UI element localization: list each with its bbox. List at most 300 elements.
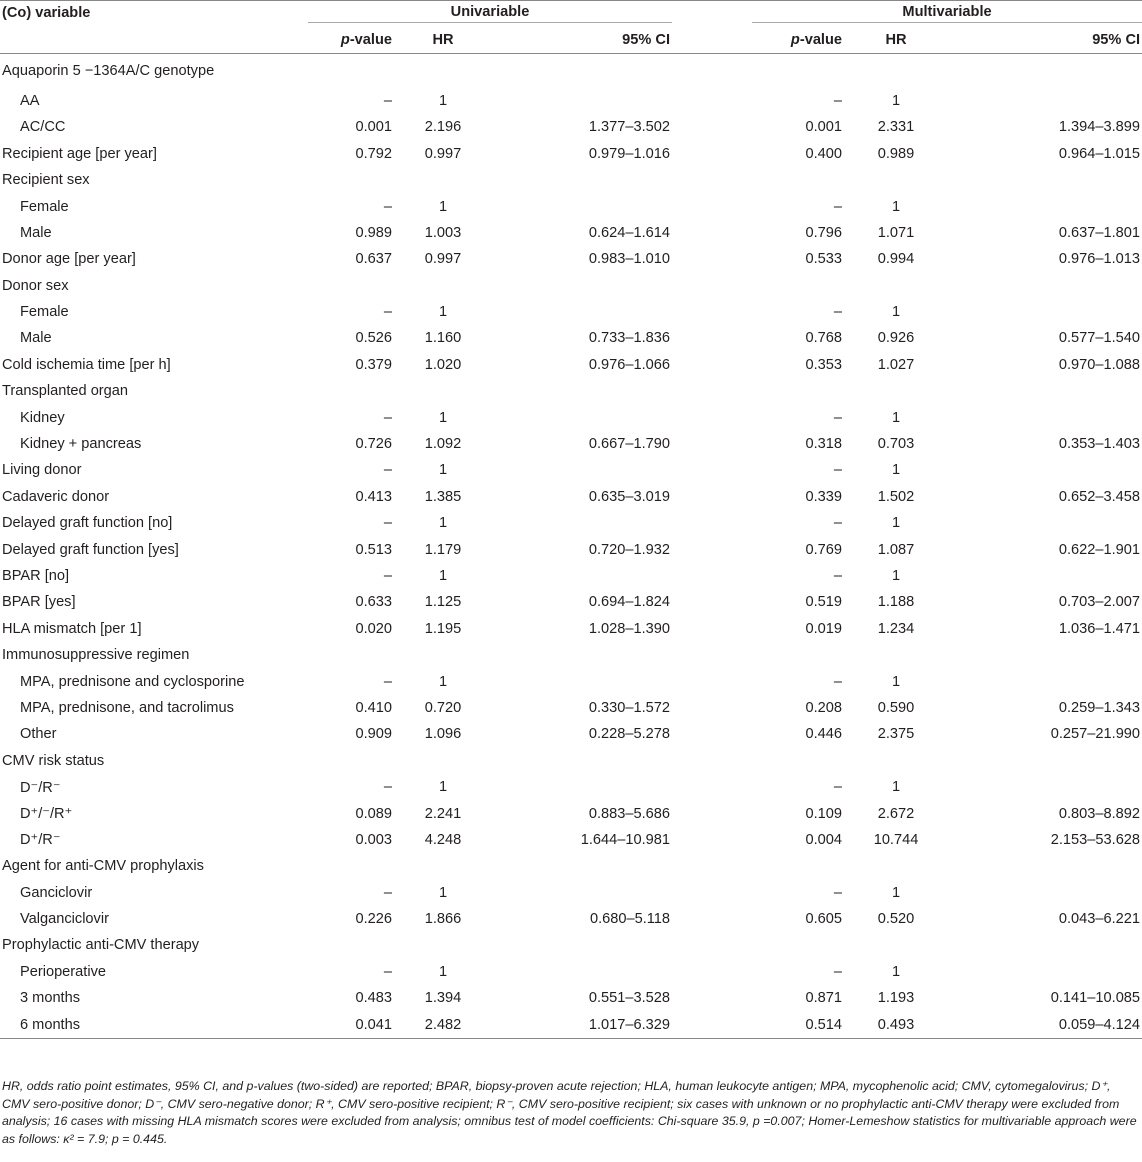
row-label: Aquaporin 5 −1364A/C genotype	[2, 62, 215, 79]
multivariable-p-value: –	[833, 673, 843, 690]
multivariable-p-header: p-value	[752, 26, 842, 53]
multivariable-header: Multivariable	[752, 4, 1142, 23]
multivariable-p-value: –	[833, 779, 843, 796]
univariable-hr: 1.394	[424, 990, 462, 1007]
multivariable-hr	[842, 378, 950, 404]
table-row	[0, 457, 1142, 483]
univariable-hr	[392, 748, 494, 774]
table-row	[0, 1011, 1142, 1038]
univariable-p-value: 0.379	[355, 356, 392, 373]
table-row	[0, 853, 1142, 879]
univariable-p-value	[308, 932, 392, 958]
row-label: Other	[20, 726, 57, 743]
row-label: Male	[20, 224, 52, 241]
univariable-p-value	[308, 853, 392, 879]
row-label: Transplanted organ	[2, 383, 129, 400]
table-row	[0, 404, 1142, 430]
univariable-p-value: 0.483	[355, 990, 392, 1007]
multivariable-p-value: 0.318	[805, 436, 843, 453]
multivariable-ci	[950, 378, 1142, 404]
table-footnote	[2, 1078, 1138, 1148]
multivariable-p-value: –	[833, 884, 843, 901]
multivariable-hr: 1	[891, 409, 901, 426]
multivariable-ci	[950, 404, 1142, 430]
univariable-p-value: 0.989	[355, 224, 392, 241]
univariable-hr: 0.997	[424, 251, 462, 268]
multivariable-hr: 2.331	[877, 119, 915, 136]
univariable-p-header: p-value	[308, 26, 392, 53]
univariable-ci	[494, 668, 672, 694]
multivariable-p-value: –	[833, 409, 843, 426]
univariable-hr: 1.385	[424, 488, 462, 505]
univariable-p-value: 0.513	[355, 541, 392, 558]
univariable-header: Univariable	[308, 4, 672, 23]
univariable-p-value: –	[383, 963, 392, 980]
univariable-p-value: –	[383, 515, 392, 532]
multivariable-p-value: 0.446	[805, 726, 843, 743]
multivariable-hr: 0.590	[877, 699, 915, 716]
multivariable-hr	[842, 642, 950, 668]
row-label: Delayed graft function [yes]	[2, 541, 179, 558]
table-row	[0, 220, 1142, 246]
table-row	[0, 299, 1142, 325]
univariable-hr: 1	[438, 568, 448, 584]
multivariable-p-value: 0.605	[805, 911, 843, 928]
univariable-p-value: –	[383, 92, 392, 109]
univariable-p-value	[308, 642, 392, 668]
univariable-p-value: –	[383, 673, 392, 690]
multivariable-ci	[950, 510, 1142, 536]
multivariable-ci: 0.259–1.343	[1058, 699, 1141, 716]
multivariable-hr-header: HR	[842, 26, 950, 53]
multivariable-hr: 1.071	[877, 224, 915, 241]
row-label: AA	[20, 92, 40, 109]
table-row	[0, 273, 1142, 299]
row-label: 6 months	[0, 1011, 308, 1038]
table-row	[0, 800, 1142, 826]
multivariable-p-value: 0.019	[805, 620, 843, 637]
multivariable-p-value: 0.339	[805, 488, 843, 505]
univariable-hr	[392, 853, 494, 879]
table-row	[0, 774, 1142, 800]
multivariable-p-value	[752, 53, 842, 88]
multivariable-p-value: 0.400	[805, 145, 843, 162]
multivariable-hr: 1.027	[877, 356, 915, 373]
table-row	[0, 589, 1142, 615]
table-row	[0, 431, 1142, 457]
univariable-p-value: –	[383, 884, 392, 901]
univariable-ci: 0.624–1.614	[588, 224, 671, 241]
univariable-ci: 0.694–1.824	[588, 594, 671, 611]
table-row	[0, 748, 1142, 774]
univariable-hr: 1	[438, 92, 448, 109]
table-row	[0, 114, 1142, 140]
univariable-ci	[494, 774, 672, 800]
univariable-p-value: –	[383, 409, 392, 426]
row-label: Donor sex	[2, 277, 69, 294]
multivariable-ci: 0.652–3.458	[1058, 488, 1141, 505]
row-label: Living donor	[2, 462, 82, 479]
table-row	[0, 959, 1142, 985]
multivariable-p-value	[752, 853, 842, 879]
univariable-p-value: –	[383, 568, 392, 584]
multivariable-ci: 0.353–1.403	[1058, 436, 1141, 453]
row-label: Delayed graft function [no]	[2, 515, 173, 532]
multivariable-p-value	[752, 167, 842, 193]
multivariable-hr	[842, 932, 950, 958]
univariable-hr: 1.179	[424, 541, 462, 558]
univariable-p-value: 0.633	[355, 594, 392, 611]
multivariable-p-value: –	[833, 92, 843, 109]
univariable-ci: 0.733–1.836	[588, 330, 671, 347]
univariable-hr: 1.160	[424, 330, 462, 347]
multivariable-hr: 1.087	[877, 541, 915, 558]
univariable-ci: 0.635–3.019	[588, 488, 671, 505]
table-row	[0, 325, 1142, 351]
multivariable-ci	[950, 457, 1142, 483]
univariable-ci: 0.720–1.932	[588, 541, 671, 558]
multivariable-ci: 2.153–53.628	[1050, 831, 1141, 848]
univariable-hr: 1	[438, 779, 448, 796]
univariable-hr: 1	[438, 409, 448, 426]
univariable-ci: 0.667–1.790	[588, 436, 671, 453]
table-row	[0, 642, 1142, 668]
univariable-hr: 1.020	[424, 356, 462, 373]
univariable-ci: 0.680–5.118	[589, 911, 671, 928]
table-row	[0, 695, 1142, 721]
univariable-ci-header: 95% CI	[494, 26, 672, 53]
table-row	[0, 932, 1142, 958]
multivariable-p-value: 0.353	[805, 356, 843, 373]
univariable-hr	[392, 378, 494, 404]
table-row	[0, 167, 1142, 193]
row-label: D⁻/R⁻	[20, 779, 61, 796]
univariable-ci	[494, 959, 672, 985]
table-row	[0, 906, 1142, 932]
multivariable-hr: 1	[891, 92, 901, 109]
multivariable-hr: 0.989	[877, 145, 915, 162]
univariable-hr: 0.997	[424, 145, 462, 162]
table-row	[0, 88, 1142, 114]
univariable-ci: 0.979–1.016	[588, 145, 671, 162]
row-label: HLA mismatch [per 1]	[2, 620, 142, 637]
row-label: CMV risk status	[2, 752, 105, 769]
univariable-ci	[494, 404, 672, 430]
multivariable-ci: 0.059–4.124	[950, 1011, 1142, 1038]
multivariable-ci	[950, 748, 1142, 774]
table-row	[0, 721, 1142, 747]
multivariable-p-value: 0.533	[805, 251, 843, 268]
multivariable-p-value: 0.208	[805, 699, 843, 716]
row-label: AC/CC	[20, 119, 66, 136]
table-row	[0, 53, 1142, 88]
univariable-p-value: 0.413	[355, 488, 392, 505]
row-label: Perioperative	[20, 963, 106, 980]
univariable-hr: 1	[438, 884, 448, 901]
table-row	[0, 668, 1142, 694]
multivariable-p-value: 0.519	[805, 594, 843, 611]
multivariable-p-value	[752, 932, 842, 958]
row-label: D⁺/⁻/R⁺	[20, 806, 73, 823]
multivariable-ci: 0.703–2.007	[1058, 594, 1141, 611]
univariable-ci: 1.028–1.390	[588, 620, 671, 637]
multivariable-p-value: –	[833, 515, 843, 532]
multivariable-ci	[950, 167, 1142, 193]
univariable-hr	[392, 932, 494, 958]
multivariable-ci: 0.257–21.990	[1050, 726, 1141, 743]
multivariable-p-value: 0.004	[805, 831, 843, 848]
multivariable-hr	[842, 273, 950, 299]
univariable-hr-header: HR	[392, 26, 494, 53]
multivariable-ci	[950, 959, 1142, 985]
multivariable-ci	[950, 53, 1142, 88]
univariable-hr: 1	[438, 304, 448, 321]
row-label: Agent for anti-CMV prophylaxis	[2, 858, 204, 875]
multivariable-hr: 1	[891, 884, 901, 901]
row-label: Cold ischemia time [per h]	[2, 356, 171, 373]
row-label: Female	[20, 304, 69, 321]
univariable-hr: 1.096	[424, 726, 462, 743]
univariable-ci	[494, 88, 672, 114]
univariable-hr: 1	[438, 673, 448, 690]
univariable-hr: 2.196	[424, 119, 462, 136]
univariable-ci	[494, 932, 672, 958]
multivariable-hr: 1.234	[877, 620, 915, 637]
multivariable-p-value: –	[833, 304, 843, 321]
univariable-p-value: 0.020	[355, 620, 392, 637]
row-label: Recipient age [per year]	[2, 145, 157, 162]
univariable-p-value: 0.226	[355, 911, 392, 928]
univariable-hr	[392, 53, 494, 88]
variable-header: (Co) variable	[2, 5, 91, 22]
row-label: Donor age [per year]	[2, 251, 136, 268]
univariable-p-value	[308, 378, 392, 404]
header-row-columns	[0, 26, 1142, 53]
univariable-p-value	[308, 53, 392, 88]
header-row-groups	[0, 0, 1142, 26]
univariable-p-value: 0.637	[355, 251, 392, 268]
table-row	[0, 193, 1142, 219]
row-label: Cadaveric donor	[2, 488, 110, 505]
multivariable-hr: 0.703	[877, 436, 915, 453]
multivariable-hr: 1.188	[877, 594, 915, 611]
univariable-hr: 0.720	[424, 699, 462, 716]
multivariable-hr: 1	[891, 304, 901, 321]
univariable-hr: 1.866	[424, 911, 462, 928]
multivariable-p-value: –	[833, 198, 843, 215]
row-label: MPA, prednisone, and tacrolimus	[20, 699, 234, 716]
multivariable-ci	[950, 853, 1142, 879]
multivariable-ci	[950, 932, 1142, 958]
multivariable-ci: 1.394–3.899	[1058, 119, 1141, 136]
multivariable-hr	[842, 53, 950, 88]
multivariable-p-value: 0.871	[805, 990, 843, 1007]
multivariable-ci	[950, 193, 1142, 219]
multivariable-hr: 1.502	[877, 488, 915, 505]
univariable-p-value: 0.792	[355, 145, 392, 162]
multivariable-ci-header: 95% CI	[950, 26, 1142, 53]
row-label: Female	[20, 198, 69, 215]
multivariable-p-value	[752, 378, 842, 404]
multivariable-p-value: 0.769	[805, 541, 843, 558]
multivariable-p-value: 0.796	[805, 224, 843, 241]
multivariable-ci: 0.970–1.088	[1058, 356, 1141, 373]
multivariable-ci	[950, 88, 1142, 114]
univariable-ci	[494, 167, 672, 193]
multivariable-hr: 2.375	[877, 726, 915, 743]
table-row	[0, 616, 1142, 642]
multivariable-p-value: 0.109	[805, 805, 843, 822]
univariable-ci	[494, 748, 672, 774]
multivariable-ci	[950, 642, 1142, 668]
univariable-ci: 0.228–5.278	[588, 726, 671, 743]
univariable-ci	[494, 299, 672, 325]
multivariable-p-value	[752, 273, 842, 299]
multivariable-ci: 0.803–8.892	[1058, 805, 1141, 822]
univariable-hr	[392, 642, 494, 668]
univariable-p-value: –	[383, 304, 392, 321]
univariable-ci: 0.330–1.572	[588, 699, 671, 716]
multivariable-ci: 0.577–1.540	[1058, 330, 1141, 347]
row-label: Immunosuppressive regimen	[2, 647, 190, 664]
univariable-ci: 0.551–3.528	[588, 990, 671, 1007]
univariable-hr: 1	[438, 515, 448, 532]
univariable-ci: 1.644–10.981	[580, 831, 671, 848]
table-row	[0, 484, 1142, 510]
univariable-hr: 4.248	[424, 831, 462, 848]
multivariable-p-value: 0.001	[805, 119, 843, 136]
multivariable-ci	[950, 880, 1142, 906]
table-row	[0, 352, 1142, 378]
table-row	[0, 510, 1142, 536]
univariable-ci	[494, 273, 672, 299]
multivariable-hr: 1	[891, 673, 901, 690]
univariable-p-value	[308, 273, 392, 299]
univariable-p-value	[308, 167, 392, 193]
multivariable-ci	[950, 774, 1142, 800]
univariable-p-value: –	[383, 462, 392, 479]
univariable-hr: 1	[438, 963, 448, 980]
univariable-ci	[494, 457, 672, 483]
univariable-ci	[494, 642, 672, 668]
multivariable-ci	[950, 299, 1142, 325]
row-label: Male	[20, 330, 52, 347]
univariable-hr: 1.003	[424, 224, 462, 241]
univariable-hr: 2.482	[392, 1011, 494, 1038]
multivariable-p-value: –	[833, 568, 843, 584]
table-row	[0, 563, 1142, 589]
univariable-p-value: 0.410	[355, 699, 392, 716]
univariable-hr: 1	[438, 462, 448, 479]
univariable-hr: 1.092	[424, 436, 462, 453]
row-label: Recipient sex	[2, 172, 90, 189]
multivariable-hr: 1	[891, 779, 901, 796]
row-label: D⁺/R⁻	[20, 832, 61, 849]
univariable-ci: 1.017–6.329	[494, 1011, 672, 1038]
multivariable-ci: 0.622–1.901	[1058, 541, 1141, 558]
table-row	[0, 246, 1142, 272]
multivariable-ci: 0.043–6.221	[1058, 911, 1141, 928]
univariable-hr: 1	[438, 198, 448, 215]
multivariable-ci: 0.637–1.801	[1058, 224, 1141, 241]
multivariable-hr: 1	[891, 198, 901, 215]
multivariable-hr: 1	[891, 963, 901, 980]
multivariable-hr: 1	[891, 462, 901, 479]
multivariable-hr: 1	[891, 568, 901, 584]
multivariable-p-value: –	[833, 963, 843, 980]
table-row	[0, 378, 1142, 404]
multivariable-p-value: 0.514	[752, 1011, 842, 1038]
univariable-ci: 0.883–5.686	[588, 805, 671, 822]
footnote-text: HR, odds ratio point estimates, 95% CI, and p-values (two-sided) are reported; BPAR, biopsy-proven acute rejection; HLA, human leukocyte antigen; MPA, mycophenolic acid; CMV, cytomegalovirus; D⁺, CMV sero-positive donor; D⁻, CMV sero-negative donor; R⁺, CMV sero-positive recipient; R⁻, CMV sero-positive recipient; six cases with unknown or no prophylactic anti-CMV therapy were excluded from analysis; 16 cases with missing HLA mismatch scores were excluded from analysis; omnibus test of model coefficients: Chi-square 35.9, p =0.007; Homer-Lemeshow statistics for multivariable approach were as follows: κ² = 7.9; p = 0.445.	[2, 1079, 1137, 1146]
row-label: Ganciclovir	[20, 884, 93, 901]
row-label: Valganciclovir	[20, 911, 109, 928]
table-row	[0, 985, 1142, 1011]
univariable-hr: 1.195	[424, 620, 462, 637]
multivariable-ci: 0.976–1.013	[1058, 251, 1141, 268]
multivariable-hr	[842, 853, 950, 879]
table-row	[0, 141, 1142, 167]
multivariable-hr: 0.493	[842, 1011, 950, 1038]
multivariable-p-value: 0.768	[805, 330, 843, 347]
row-label: Prophylactic anti-CMV therapy	[2, 937, 200, 954]
univariable-p-value: 0.001	[355, 119, 392, 136]
multivariable-ci: 0.964–1.015	[1058, 145, 1141, 162]
multivariable-p-value	[752, 748, 842, 774]
univariable-p-value: –	[383, 779, 392, 796]
row-label: BPAR [no]	[2, 568, 70, 584]
univariable-ci: 0.983–1.010	[588, 251, 671, 268]
multivariable-hr	[842, 748, 950, 774]
multivariable-ci	[950, 273, 1142, 299]
row-label: Kidney + pancreas	[20, 436, 142, 453]
multivariable-hr: 0.926	[877, 330, 915, 347]
univariable-p-value: 0.089	[355, 805, 392, 822]
multivariable-ci: 1.036–1.471	[1058, 620, 1141, 637]
univariable-hr	[392, 273, 494, 299]
univariable-ci: 0.976–1.066	[588, 356, 671, 373]
univariable-p-value: 0.726	[355, 436, 392, 453]
univariable-hr	[392, 167, 494, 193]
row-label: 3 months	[20, 990, 81, 1007]
multivariable-hr: 2.672	[877, 805, 915, 822]
univariable-ci: 1.377–3.502	[588, 119, 671, 136]
multivariable-ci	[950, 668, 1142, 694]
univariable-ci	[494, 53, 672, 88]
univariable-p-value: 0.909	[355, 726, 392, 743]
multivariable-hr: 1.193	[877, 990, 915, 1007]
univariable-ci	[494, 378, 672, 404]
univariable-p-value: 0.041	[308, 1011, 392, 1038]
table-row	[0, 827, 1142, 853]
multivariable-hr: 0.994	[877, 251, 915, 268]
univariable-p-value: 0.003	[355, 831, 392, 848]
univariable-ci	[494, 193, 672, 219]
univariable-p-value: –	[383, 198, 392, 215]
univariable-ci	[494, 880, 672, 906]
univariable-ci	[494, 853, 672, 879]
table-row	[0, 880, 1142, 906]
univariable-ci	[494, 563, 672, 589]
multivariable-ci: 0.141–10.085	[1050, 990, 1141, 1007]
multivariable-hr: 0.520	[877, 911, 915, 928]
univariable-hr: 2.241	[424, 805, 462, 822]
univariable-p-value	[308, 748, 392, 774]
multivariable-p-value: –	[833, 462, 843, 479]
row-label: MPA, prednisone and cyclosporine	[20, 673, 245, 690]
multivariable-hr: 1	[891, 515, 901, 532]
univariable-ci	[494, 510, 672, 536]
